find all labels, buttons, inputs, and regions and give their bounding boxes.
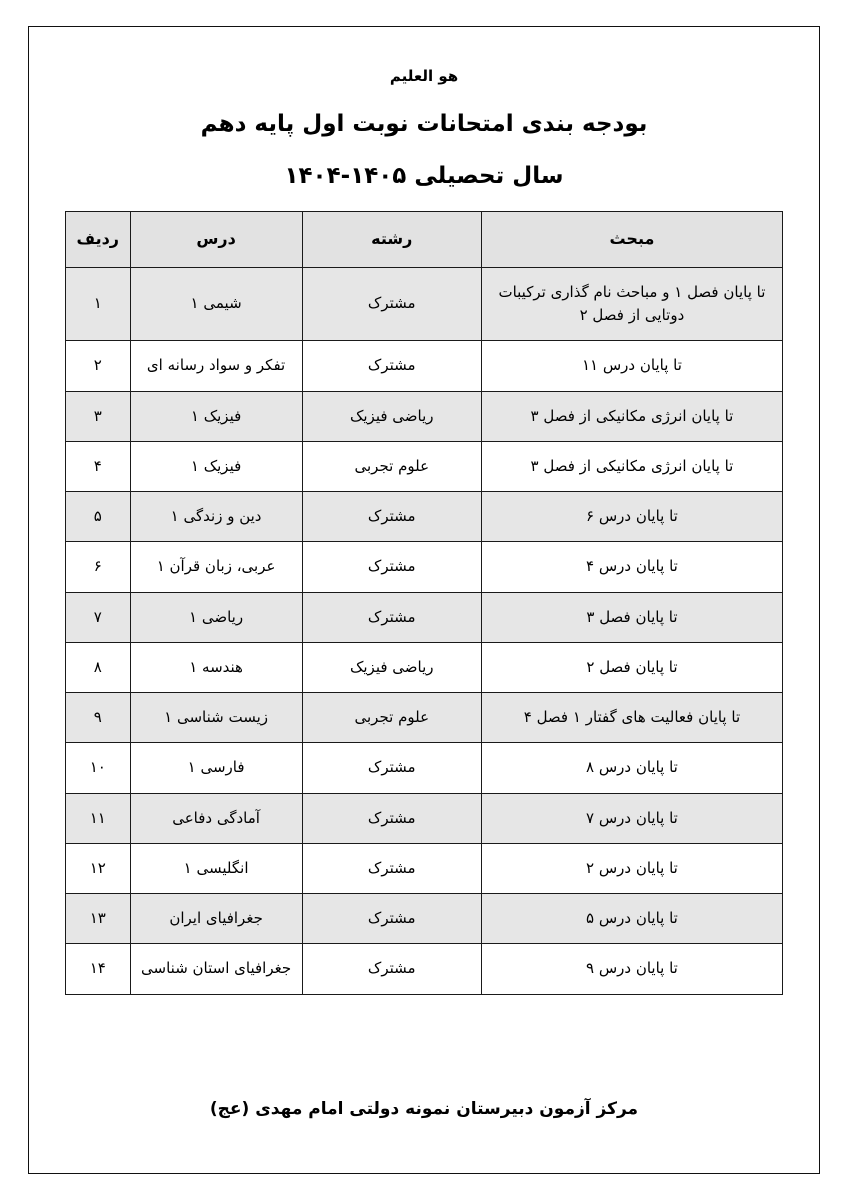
cell-field: علوم تجربی <box>302 693 481 743</box>
cell-field: علوم تجربی <box>302 441 481 491</box>
cell-row-number: ۵ <box>66 492 131 542</box>
cell-field: ریاضی فیزیک <box>302 391 481 441</box>
column-header-row: ردیف <box>66 212 131 268</box>
cell-course: فارسی ۱ <box>130 743 302 793</box>
table-row <box>66 894 783 944</box>
cell-row-number: ۱۰ <box>66 743 131 793</box>
column-header-field: رشته <box>302 212 481 268</box>
table-row <box>66 592 783 642</box>
cell-topic: تا پایان درس ۷ <box>481 793 782 843</box>
cell-field: مشترک <box>302 743 481 793</box>
exam-budget-table <box>65 211 783 995</box>
basmala-text: هو العلیم <box>389 67 459 85</box>
table-row <box>66 441 783 491</box>
table-row <box>66 391 783 441</box>
cell-course: فیزیک ۱ <box>130 441 302 491</box>
cell-topic: تا پایان درس ۵ <box>481 894 782 944</box>
table-row <box>66 693 783 743</box>
cell-row-number: ۴ <box>66 441 131 491</box>
cell-course: شیمی ۱ <box>130 267 302 341</box>
cell-topic: تا پایان درس ۱۱ <box>481 341 782 391</box>
column-header-topic: مبحث <box>481 212 782 268</box>
cell-course: فیزیک ۱ <box>130 391 302 441</box>
cell-row-number: ۲ <box>66 341 131 391</box>
cell-field: ریاضی فیزیک <box>302 642 481 692</box>
table-header-row <box>66 212 783 268</box>
cell-row-number: ۸ <box>66 642 131 692</box>
cell-course: زیست شناسی ۱ <box>130 693 302 743</box>
cell-course: دین و زندگی ۱ <box>130 492 302 542</box>
cell-course: جغرافیای ایران <box>130 894 302 944</box>
cell-field: مشترک <box>302 341 481 391</box>
cell-course: هندسه ۱ <box>130 642 302 692</box>
table-row <box>66 492 783 542</box>
cell-row-number: ۱۱ <box>66 793 131 843</box>
cell-row-number: ۱ <box>66 267 131 341</box>
cell-row-number: ۱۲ <box>66 843 131 893</box>
cell-course: عربی، زبان قرآن ۱ <box>130 542 302 592</box>
cell-topic: تا پایان درس ۶ <box>481 492 782 542</box>
table-row <box>66 843 783 893</box>
cell-row-number: ۷ <box>66 592 131 642</box>
cell-field: مشترک <box>302 492 481 542</box>
cell-topic: تا پایان درس ۴ <box>481 542 782 592</box>
cell-topic: تا پایان فصل ۲ <box>481 642 782 692</box>
cell-row-number: ۶ <box>66 542 131 592</box>
table-row <box>66 642 783 692</box>
cell-topic: تا پایان درس ۲ <box>481 843 782 893</box>
cell-topic: تا پایان انرژی مکانیکی از فصل ۳ <box>481 391 782 441</box>
cell-field: مشترک <box>302 944 481 994</box>
table-row <box>66 793 783 843</box>
table-header <box>66 212 783 268</box>
page-subtitle: سال تحصیلی ۱۴۰۵-۱۴۰۴ <box>284 163 564 189</box>
cell-field: مشترک <box>302 592 481 642</box>
page-title: بودجه بندی امتحانات نوبت اول پایه دهم <box>200 111 648 137</box>
cell-course: آمادگی دفاعی <box>130 793 302 843</box>
cell-field: مشترک <box>302 267 481 341</box>
table-row <box>66 341 783 391</box>
cell-row-number: ۹ <box>66 693 131 743</box>
cell-topic: تا پایان انرژی مکانیکی از فصل ۳ <box>481 441 782 491</box>
cell-field: مشترک <box>302 843 481 893</box>
cell-field: مشترک <box>302 793 481 843</box>
footer-text: مرکز آزمون دبیرستان نمونه دولتی امام مهدی (عج) <box>209 1099 639 1119</box>
document-sheet <box>28 26 820 1174</box>
cell-topic: تا پایان فعالیت های گفتار ۱ فصل ۴ <box>481 693 782 743</box>
table-row <box>66 542 783 592</box>
cell-row-number: ۱۴ <box>66 944 131 994</box>
cell-field: مشترک <box>302 894 481 944</box>
cell-course: ریاضی ۱ <box>130 592 302 642</box>
table-row <box>66 944 783 994</box>
cell-topic: تا پایان فصل ۱ و مباحث نام گذاری ترکیبات دوتایی از فصل ۲ <box>481 267 782 341</box>
cell-field: مشترک <box>302 542 481 592</box>
cell-topic: تا پایان درس ۸ <box>481 743 782 793</box>
cell-row-number: ۱۳ <box>66 894 131 944</box>
table-row <box>66 743 783 793</box>
table-row <box>66 267 783 341</box>
table-body <box>66 267 783 994</box>
cell-course: انگلیسی ۱ <box>130 843 302 893</box>
cell-course: تفکر و سواد رسانه ای <box>130 341 302 391</box>
column-header-course: درس <box>130 212 302 268</box>
cell-topic: تا پایان فصل ۳ <box>481 592 782 642</box>
cell-course: جغرافیای استان شناسی <box>130 944 302 994</box>
cell-topic: تا پایان درس ۹ <box>481 944 782 994</box>
cell-row-number: ۳ <box>66 391 131 441</box>
